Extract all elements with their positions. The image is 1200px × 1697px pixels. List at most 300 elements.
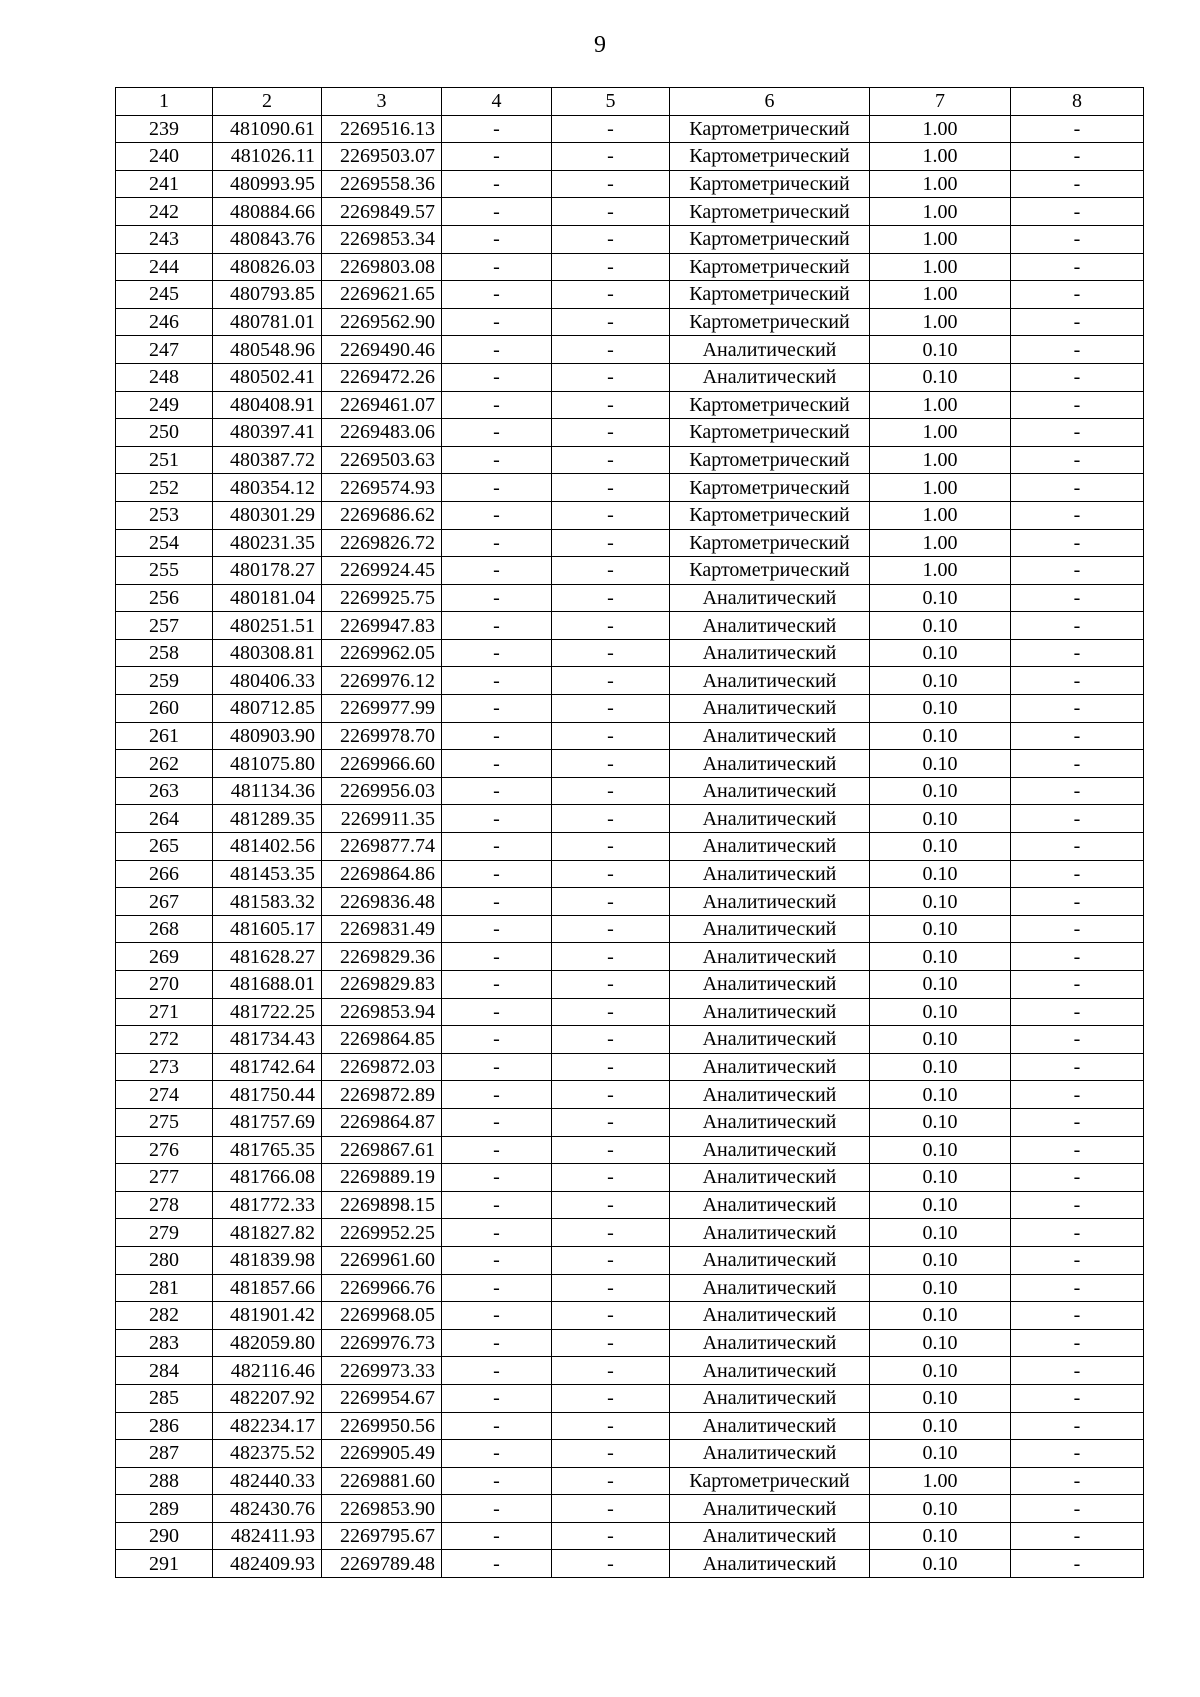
method-cell: Аналитический [670,1191,870,1219]
method-cell: Аналитический [670,695,870,723]
column-5-cell: - [552,1495,670,1523]
column-4-cell: - [442,943,552,971]
column-5-cell: - [552,971,670,999]
column-4-cell: - [442,1440,552,1468]
table-row [116,1274,1144,1302]
column-4-cell: - [442,419,552,447]
point-number-cell: 244 [116,253,213,281]
method-cell: Картометрический [670,143,870,171]
point-number-cell: 285 [116,1384,213,1412]
column-5-cell: - [552,805,670,833]
column-8-cell: - [1011,115,1144,143]
accuracy-cell: 0.10 [870,722,1011,750]
y-coordinate-cell: 2269829.83 [322,971,442,999]
point-number-cell: 247 [116,336,213,364]
column-8-cell: - [1011,1053,1144,1081]
column-5-cell: - [552,667,670,695]
x-coordinate-cell: 481722.25 [213,998,322,1026]
y-coordinate-cell: 2269461.07 [322,391,442,419]
method-cell: Аналитический [670,1246,870,1274]
x-coordinate-cell: 480903.90 [213,722,322,750]
column-5-cell: - [552,529,670,557]
point-number-cell: 284 [116,1357,213,1385]
column-8-cell: - [1011,612,1144,640]
column-8-cell: - [1011,1108,1144,1136]
x-coordinate-cell: 480993.95 [213,170,322,198]
table-row [116,1246,1144,1274]
y-coordinate-cell: 2269829.36 [322,943,442,971]
y-coordinate-cell: 2269872.89 [322,1081,442,1109]
point-number-cell: 243 [116,225,213,253]
method-cell: Картометрический [670,557,870,585]
y-coordinate-cell: 2269853.90 [322,1495,442,1523]
point-number-cell: 286 [116,1412,213,1440]
accuracy-cell: 1.00 [870,529,1011,557]
table-row [116,557,1144,585]
accuracy-cell: 0.10 [870,943,1011,971]
y-coordinate-cell: 2269795.67 [322,1522,442,1550]
table-row [116,695,1144,723]
column-5-cell: - [552,363,670,391]
point-number-cell: 240 [116,143,213,171]
table-row [116,419,1144,447]
x-coordinate-cell: 482116.46 [213,1357,322,1385]
point-number-cell: 290 [116,1522,213,1550]
column-4-cell: - [442,557,552,585]
accuracy-cell: 0.10 [870,612,1011,640]
column-8-cell: - [1011,1026,1144,1054]
y-coordinate-cell: 2269924.45 [322,557,442,585]
accuracy-cell: 0.10 [870,1274,1011,1302]
column-8-cell: - [1011,860,1144,888]
column-4-cell: - [442,115,552,143]
column-8-cell: - [1011,281,1144,309]
accuracy-cell: 0.10 [870,667,1011,695]
y-coordinate-cell: 2269562.90 [322,308,442,336]
x-coordinate-cell: 480178.27 [213,557,322,585]
point-number-cell: 257 [116,612,213,640]
point-number-cell: 268 [116,915,213,943]
table-row [116,1053,1144,1081]
accuracy-cell: 1.00 [870,253,1011,281]
column-5-cell: - [552,281,670,309]
x-coordinate-cell: 480397.41 [213,419,322,447]
x-coordinate-cell: 481289.35 [213,805,322,833]
method-cell: Аналитический [670,860,870,888]
method-cell: Аналитический [670,1440,870,1468]
column-5-cell: - [552,860,670,888]
column-5-cell: - [552,1302,670,1330]
column-5-cell: - [552,943,670,971]
column-8-cell: - [1011,1081,1144,1109]
accuracy-cell: 1.00 [870,115,1011,143]
x-coordinate-cell: 481453.35 [213,860,322,888]
column-4-cell: - [442,501,552,529]
x-coordinate-cell: 482440.33 [213,1467,322,1495]
column-4-cell: - [442,750,552,778]
x-coordinate-cell: 480843.76 [213,225,322,253]
column-4-cell: - [442,1053,552,1081]
method-cell: Аналитический [670,805,870,833]
table-row [116,1081,1144,1109]
accuracy-cell: 0.10 [870,860,1011,888]
y-coordinate-cell: 2269956.03 [322,777,442,805]
column-8-cell: - [1011,1495,1144,1523]
point-number-cell: 263 [116,777,213,805]
column-8-cell: - [1011,1522,1144,1550]
table-row [116,1384,1144,1412]
x-coordinate-cell: 480548.96 [213,336,322,364]
column-4-cell: - [442,777,552,805]
point-number-cell: 248 [116,363,213,391]
accuracy-cell: 1.00 [870,170,1011,198]
y-coordinate-cell: 2269789.48 [322,1550,442,1578]
column-4-cell: - [442,1329,552,1357]
column-5-cell: - [552,501,670,529]
column-5-cell: - [552,419,670,447]
method-cell: Аналитический [670,915,870,943]
y-coordinate-cell: 2269503.07 [322,143,442,171]
column-8-cell: - [1011,1357,1144,1385]
method-cell: Аналитический [670,1329,870,1357]
column-4-cell: - [442,998,552,1026]
accuracy-cell: 1.00 [870,1467,1011,1495]
x-coordinate-cell: 480354.12 [213,474,322,502]
accuracy-cell: 1.00 [870,308,1011,336]
accuracy-cell: 0.10 [870,1522,1011,1550]
column-4-cell: - [442,143,552,171]
column-5-cell: - [552,474,670,502]
y-coordinate-cell: 2269853.94 [322,998,442,1026]
column-5-cell: - [552,584,670,612]
column-5-cell: - [552,1522,670,1550]
y-coordinate-cell: 2269954.67 [322,1384,442,1412]
table-row [116,750,1144,778]
table-row [116,1495,1144,1523]
table-row [116,1412,1144,1440]
accuracy-cell: 0.10 [870,336,1011,364]
column-8-cell: - [1011,695,1144,723]
table-row [116,1357,1144,1385]
column-5-cell: - [552,170,670,198]
method-cell: Аналитический [670,1357,870,1385]
table-row [116,308,1144,336]
method-cell: Аналитический [670,1108,870,1136]
table-row [116,915,1144,943]
accuracy-cell: 0.10 [870,695,1011,723]
method-cell: Аналитический [670,971,870,999]
x-coordinate-cell: 480781.01 [213,308,322,336]
method-cell: Аналитический [670,1495,870,1523]
x-coordinate-cell: 480408.91 [213,391,322,419]
accuracy-cell: 0.10 [870,1357,1011,1385]
table-body [116,115,1144,1577]
method-cell: Аналитический [670,1081,870,1109]
accuracy-cell: 0.10 [870,998,1011,1026]
column-8-cell: - [1011,501,1144,529]
table-header [116,88,1144,116]
point-number-cell: 239 [116,115,213,143]
x-coordinate-cell: 481075.80 [213,750,322,778]
x-coordinate-cell: 482409.93 [213,1550,322,1578]
point-number-cell: 269 [116,943,213,971]
accuracy-cell: 0.10 [870,1053,1011,1081]
x-coordinate-cell: 481839.98 [213,1246,322,1274]
y-coordinate-cell: 2269952.25 [322,1219,442,1247]
table-row [116,1191,1144,1219]
accuracy-cell: 0.10 [870,1246,1011,1274]
accuracy-cell: 0.10 [870,1136,1011,1164]
table-row [116,391,1144,419]
table-row [116,1522,1144,1550]
column-5-cell: - [552,1164,670,1192]
table-row [116,639,1144,667]
method-cell: Аналитический [670,1219,870,1247]
accuracy-cell: 0.10 [870,1329,1011,1357]
point-number-cell: 287 [116,1440,213,1468]
accuracy-cell: 0.10 [870,1384,1011,1412]
point-number-cell: 270 [116,971,213,999]
y-coordinate-cell: 2269574.93 [322,474,442,502]
column-4-cell: - [442,805,552,833]
column-4-cell: - [442,1412,552,1440]
x-coordinate-cell: 481402.56 [213,833,322,861]
y-coordinate-cell: 2269911.35 [322,805,442,833]
y-coordinate-cell: 2269803.08 [322,253,442,281]
column-4-cell: - [442,1467,552,1495]
accuracy-cell: 1.00 [870,225,1011,253]
column-8-cell: - [1011,225,1144,253]
column-8-cell: - [1011,308,1144,336]
column-8-cell: - [1011,363,1144,391]
point-number-cell: 280 [116,1246,213,1274]
column-4-cell: - [442,225,552,253]
column-8-cell: - [1011,1384,1144,1412]
y-coordinate-cell: 2269889.19 [322,1164,442,1192]
page-number: 9 [594,32,606,58]
accuracy-cell: 1.00 [870,419,1011,447]
column-4-cell: - [442,1081,552,1109]
accuracy-cell: 0.10 [870,1026,1011,1054]
column-8-cell: - [1011,833,1144,861]
accuracy-cell: 1.00 [870,281,1011,309]
column-8-cell: - [1011,777,1144,805]
column-8-cell: - [1011,1164,1144,1192]
y-coordinate-cell: 2269849.57 [322,198,442,226]
method-cell: Картометрический [670,115,870,143]
x-coordinate-cell: 481757.69 [213,1108,322,1136]
y-coordinate-cell: 2269864.85 [322,1026,442,1054]
column-5-cell: - [552,722,670,750]
x-coordinate-cell: 481605.17 [213,915,322,943]
column-8-cell: - [1011,529,1144,557]
column-4-cell: - [442,446,552,474]
table-row [116,143,1144,171]
accuracy-cell: 1.00 [870,143,1011,171]
coordinates-table [115,87,1144,1578]
method-cell: Картометрический [670,446,870,474]
table-row [116,971,1144,999]
accuracy-cell: 0.10 [870,888,1011,916]
x-coordinate-cell: 481857.66 [213,1274,322,1302]
accuracy-cell: 0.10 [870,1302,1011,1330]
column-8-cell: - [1011,1246,1144,1274]
x-coordinate-cell: 481742.64 [213,1053,322,1081]
table-row [116,888,1144,916]
point-number-cell: 259 [116,667,213,695]
y-coordinate-cell: 2269826.72 [322,529,442,557]
column-4-cell: - [442,1550,552,1578]
method-cell: Аналитический [670,722,870,750]
column-header-1: 1 [116,88,213,116]
column-5-cell: - [552,143,670,171]
column-5-cell: - [552,1108,670,1136]
table-row [116,501,1144,529]
y-coordinate-cell: 2269853.34 [322,225,442,253]
column-8-cell: - [1011,143,1144,171]
column-5-cell: - [552,225,670,253]
x-coordinate-cell: 482059.80 [213,1329,322,1357]
column-5-cell: - [552,1191,670,1219]
column-5-cell: - [552,750,670,778]
accuracy-cell: 0.10 [870,363,1011,391]
accuracy-cell: 0.10 [870,1219,1011,1247]
column-8-cell: - [1011,888,1144,916]
column-4-cell: - [442,1302,552,1330]
point-number-cell: 246 [116,308,213,336]
table-row [116,998,1144,1026]
column-8-cell: - [1011,943,1144,971]
column-4-cell: - [442,281,552,309]
x-coordinate-cell: 481628.27 [213,943,322,971]
x-coordinate-cell: 480387.72 [213,446,322,474]
column-8-cell: - [1011,1136,1144,1164]
method-cell: Картометрический [670,281,870,309]
x-coordinate-cell: 482430.76 [213,1495,322,1523]
table-row [116,1467,1144,1495]
y-coordinate-cell: 2269968.05 [322,1302,442,1330]
table-row [116,170,1144,198]
method-cell: Аналитический [670,998,870,1026]
column-5-cell: - [552,1246,670,1274]
method-cell: Картометрический [670,529,870,557]
method-cell: Аналитический [670,943,870,971]
column-5-cell: - [552,695,670,723]
point-number-cell: 288 [116,1467,213,1495]
point-number-cell: 245 [116,281,213,309]
x-coordinate-cell: 480406.33 [213,667,322,695]
column-4-cell: - [442,1026,552,1054]
method-cell: Аналитический [670,1164,870,1192]
y-coordinate-cell: 2269864.87 [322,1108,442,1136]
point-number-cell: 266 [116,860,213,888]
y-coordinate-cell: 2269483.06 [322,419,442,447]
point-number-cell: 279 [116,1219,213,1247]
column-5-cell: - [552,391,670,419]
y-coordinate-cell: 2269867.61 [322,1136,442,1164]
table-row [116,1302,1144,1330]
table-row [116,1136,1144,1164]
point-number-cell: 253 [116,501,213,529]
column-5-cell: - [552,1081,670,1109]
column-5-cell: - [552,1467,670,1495]
column-5-cell: - [552,1384,670,1412]
table-row [116,1550,1144,1578]
point-number-cell: 241 [116,170,213,198]
table-row [116,722,1144,750]
y-coordinate-cell: 2269877.74 [322,833,442,861]
column-4-cell: - [442,639,552,667]
column-4-cell: - [442,971,552,999]
column-8-cell: - [1011,336,1144,364]
point-number-cell: 283 [116,1329,213,1357]
table-row [116,777,1144,805]
column-5-cell: - [552,915,670,943]
column-4-cell: - [442,612,552,640]
accuracy-cell: 0.10 [870,1164,1011,1192]
table-row [116,1164,1144,1192]
point-number-cell: 255 [116,557,213,585]
method-cell: Аналитический [670,336,870,364]
column-8-cell: - [1011,1440,1144,1468]
x-coordinate-cell: 480884.66 [213,198,322,226]
x-coordinate-cell: 480251.51 [213,612,322,640]
point-number-cell: 250 [116,419,213,447]
column-8-cell: - [1011,446,1144,474]
column-8-cell: - [1011,805,1144,833]
method-cell: Аналитический [670,363,870,391]
column-4-cell: - [442,1384,552,1412]
x-coordinate-cell: 480308.81 [213,639,322,667]
column-4-cell: - [442,1191,552,1219]
column-8-cell: - [1011,1329,1144,1357]
y-coordinate-cell: 2269977.99 [322,695,442,723]
column-8-cell: - [1011,1219,1144,1247]
column-8-cell: - [1011,722,1144,750]
column-4-cell: - [442,915,552,943]
method-cell: Картометрический [670,308,870,336]
method-cell: Картометрический [670,170,870,198]
column-4-cell: - [442,1219,552,1247]
column-4-cell: - [442,860,552,888]
column-5-cell: - [552,1219,670,1247]
table-row [116,943,1144,971]
column-4-cell: - [442,1495,552,1523]
accuracy-cell: 0.10 [870,971,1011,999]
column-4-cell: - [442,888,552,916]
x-coordinate-cell: 481901.42 [213,1302,322,1330]
point-number-cell: 281 [116,1274,213,1302]
accuracy-cell: 0.10 [870,833,1011,861]
method-cell: Картометрический [670,253,870,281]
column-5-cell: - [552,308,670,336]
column-4-cell: - [442,1246,552,1274]
y-coordinate-cell: 2269864.86 [322,860,442,888]
table-row [116,1440,1144,1468]
column-4-cell: - [442,170,552,198]
column-4-cell: - [442,722,552,750]
x-coordinate-cell: 481750.44 [213,1081,322,1109]
point-number-cell: 258 [116,639,213,667]
point-number-cell: 267 [116,888,213,916]
column-5-cell: - [552,1136,670,1164]
y-coordinate-cell: 2269947.83 [322,612,442,640]
method-cell: Аналитический [670,1274,870,1302]
table-row [116,1108,1144,1136]
method-cell: Аналитический [670,833,870,861]
method-cell: Аналитический [670,1053,870,1081]
column-4-cell: - [442,584,552,612]
